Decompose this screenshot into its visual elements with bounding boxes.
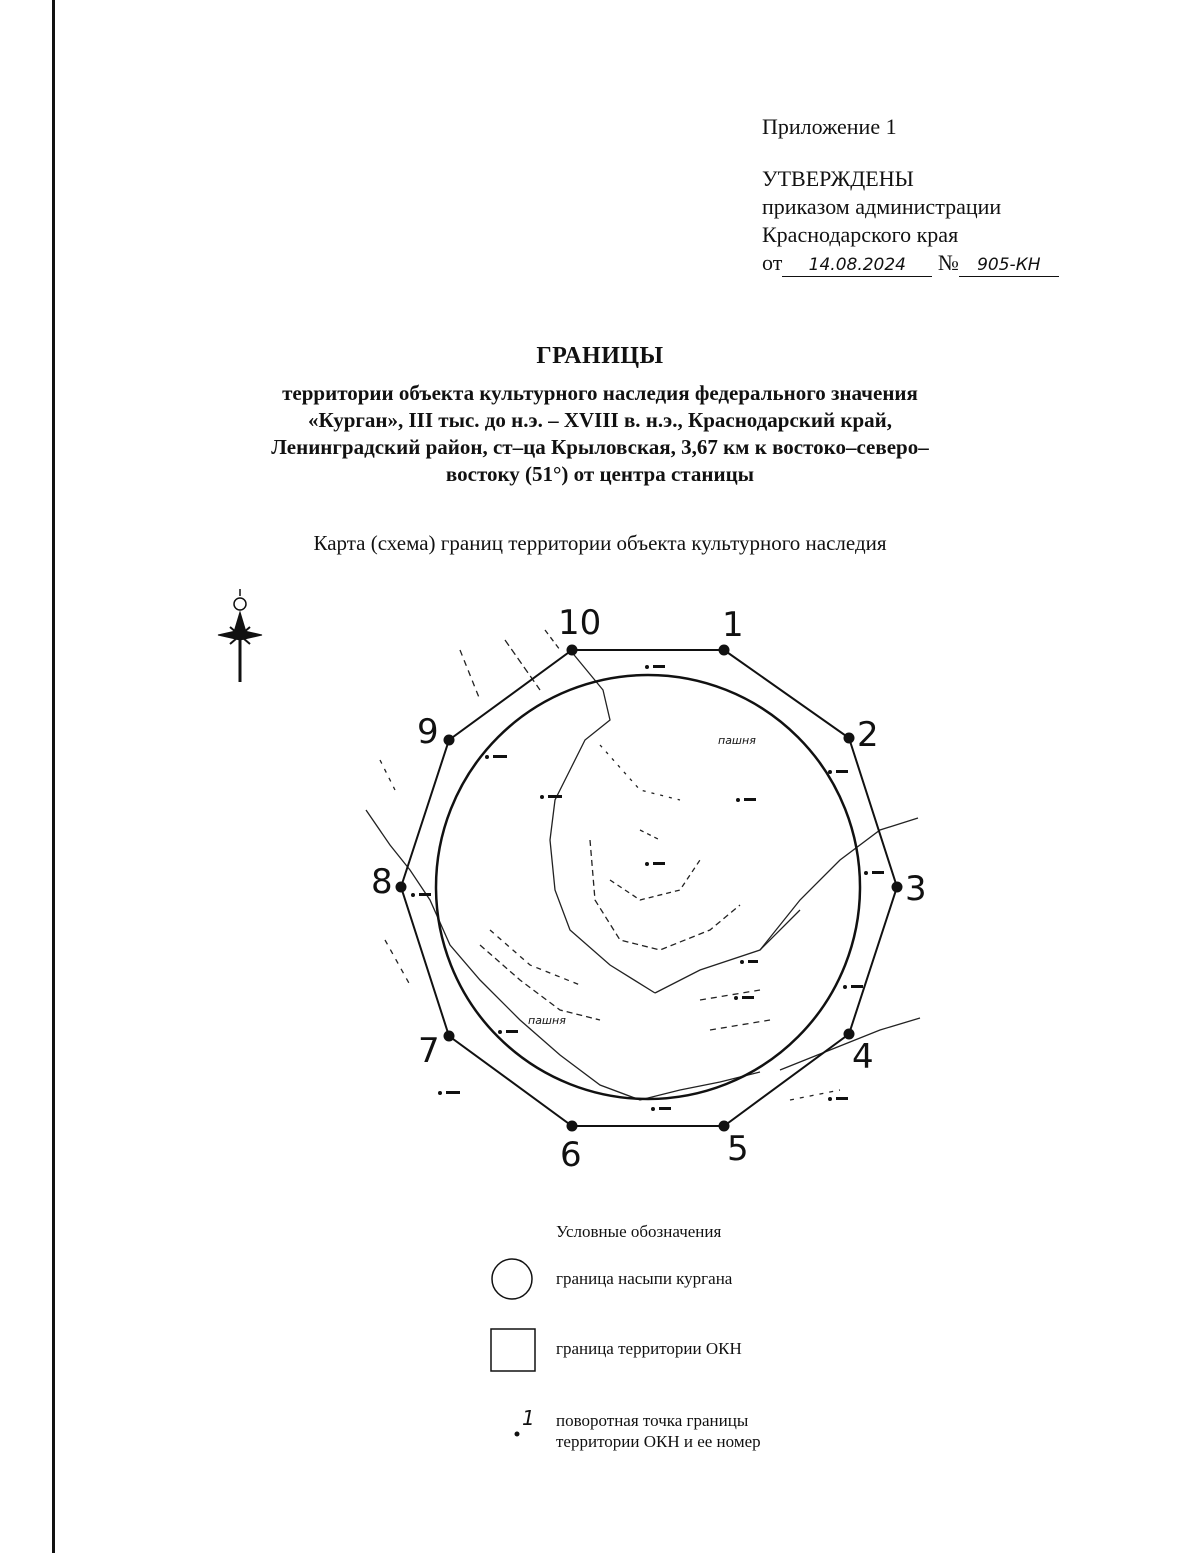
turning-points <box>396 645 903 1132</box>
north-compass-icon <box>218 589 262 682</box>
legend-point-line-2: территории ОКН и ее номер <box>556 1432 761 1451</box>
turning-point-3 <box>892 882 903 893</box>
point-label-5: 5 <box>727 1129 749 1169</box>
point-label-4: 4 <box>852 1037 874 1077</box>
point-label-1: 1 <box>722 605 744 645</box>
legend-point-icon <box>515 1406 535 1437</box>
map-caption: Карта (схема) границ территории объекта культурного наследия <box>313 531 887 555</box>
point-label-9: 9 <box>417 712 439 752</box>
subtitle-line-3: Ленинградский район, ст–ца Крыловская, 3,67 км к востоко–северо– <box>271 435 929 459</box>
area-label-arable-2: пашня <box>528 1014 566 1027</box>
area-label-arable-1: пашня <box>718 734 756 747</box>
point-label-3: 3 <box>905 869 927 909</box>
date-prefix: от <box>762 250 783 275</box>
subtitle-line-2: «Курган», III тыс. до н.э. – XVIII в. н.э., Краснодарский край, <box>307 408 892 432</box>
document-heading: ГРАНИЦЫ <box>536 343 664 369</box>
point-label-6: 6 <box>560 1135 582 1175</box>
turning-point-6 <box>567 1121 578 1132</box>
point-label-10: 10 <box>558 603 602 643</box>
appendix-label: Приложение 1 <box>762 114 897 139</box>
point-label-7: 7 <box>418 1031 440 1071</box>
legend-mound-label: граница насыпи кургана <box>556 1269 733 1288</box>
legend-point-label <box>556 1410 761 1452</box>
mound-boundary-circle <box>436 675 860 1099</box>
turning-point-9 <box>444 735 455 746</box>
terrain-contours <box>366 630 920 1100</box>
legend-point-line-1: поворотная точка границы <box>556 1411 749 1430</box>
number-prefix: № <box>937 250 959 275</box>
turning-point-8 <box>396 882 407 893</box>
turning-point-1 <box>719 645 730 656</box>
approval-line-1: приказом администрации <box>762 194 1002 219</box>
turning-point-10 <box>567 645 578 656</box>
legend-title: Условные обозначения <box>556 1222 722 1241</box>
point-label-8: 8 <box>371 862 393 902</box>
legend-point-number: 1 <box>522 1406 535 1430</box>
turning-point-7 <box>444 1031 455 1042</box>
approved-heading: УТВЕРЖДЕНЫ <box>762 166 914 191</box>
elevation-markers <box>411 665 884 1111</box>
approval-number: 905-КН <box>959 254 1059 277</box>
approval-date: 14.08.2024 <box>782 254 932 277</box>
territory-boundary-polygon <box>401 650 897 1126</box>
approval-line-2: Краснодарского края <box>762 222 959 247</box>
legend-square-icon <box>491 1329 535 1371</box>
subtitle-line-1: территории объекта культурного наследия федерального значения <box>282 381 918 405</box>
subtitle-line-4: востоку (51°) от центра станицы <box>445 462 755 486</box>
legend-circle-icon <box>492 1259 532 1299</box>
legend-territory-label: граница территории ОКН <box>556 1339 742 1358</box>
point-label-2: 2 <box>857 715 879 755</box>
turning-point-2 <box>844 733 855 744</box>
